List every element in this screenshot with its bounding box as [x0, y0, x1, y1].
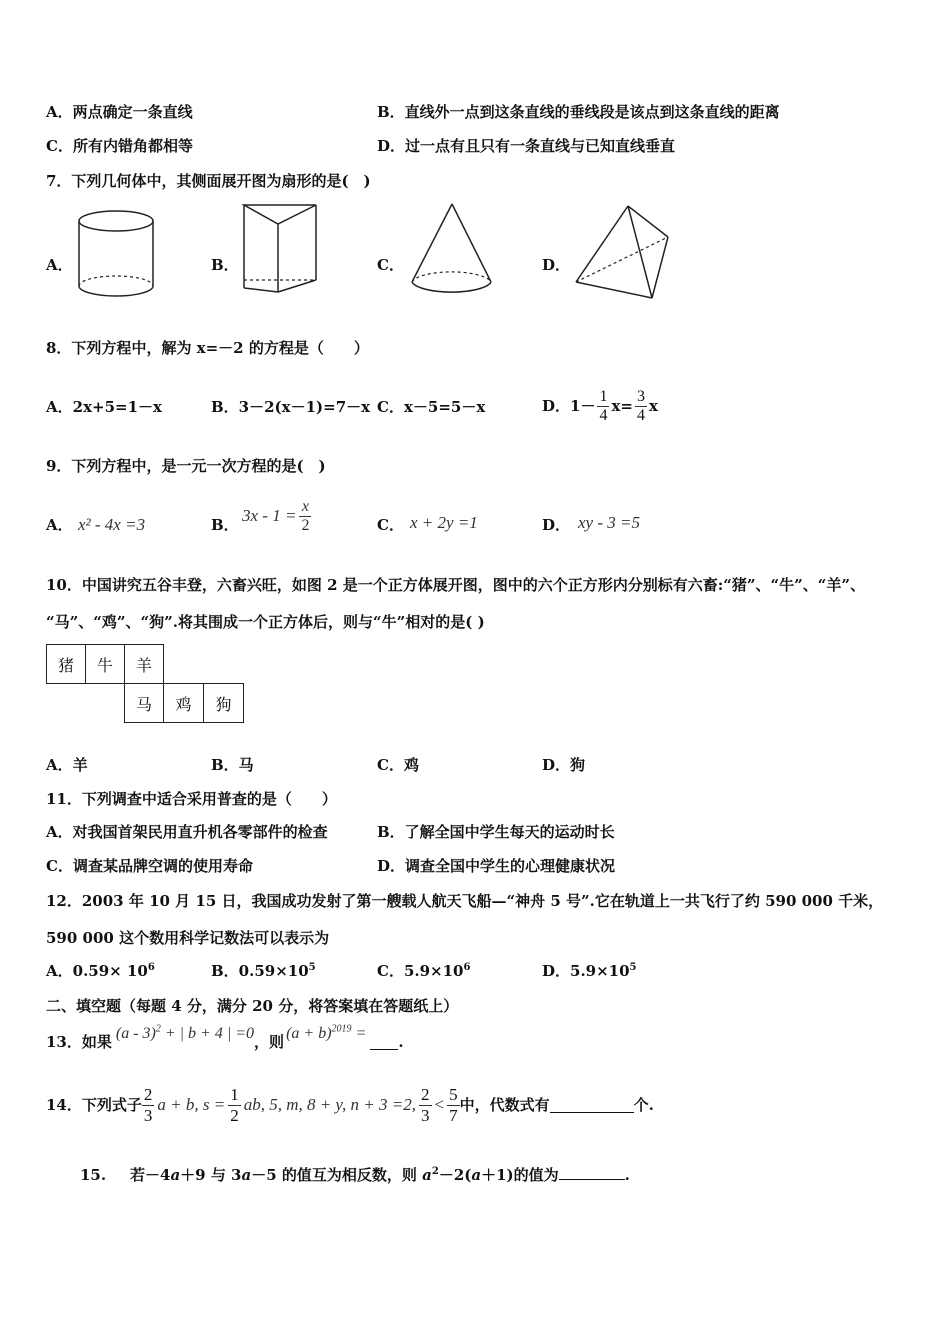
net-cell-pig: 猪 [46, 644, 86, 684]
net-cell-sheep: 羊 [124, 644, 164, 684]
q7-stem: 7．下列几何体中，其侧面展开图为扇形的是( ) [46, 172, 371, 190]
q8-d-suffix: x [648, 397, 658, 415]
q9-label-a: A． [46, 516, 73, 534]
q9-option-c-expr: x + 2y =1 [410, 513, 478, 532]
net-cell-horse: 马 [124, 683, 164, 723]
q14-f1-num: 2 [143, 1084, 153, 1104]
q14-f4-den: 7 [449, 1105, 458, 1125]
q8-option-a: A．2x+5=1－x [46, 398, 162, 416]
q15-number: 15. [80, 1166, 107, 1184]
q9-b-fraction [299, 498, 311, 535]
q8-d-mid: x= [611, 397, 633, 415]
pyramid-figure [568, 200, 678, 302]
q7-label-a: A． [46, 256, 73, 274]
q14-f1-den: 3 [143, 1105, 153, 1125]
q7-label-b: B． [211, 256, 239, 274]
q14-f3-den: 3 [421, 1105, 430, 1125]
triangular-prism-figure [238, 200, 323, 302]
q10-option-b: B．马 [211, 756, 254, 774]
q8-option-b: B．3－2(x－1)=7－x [211, 398, 371, 416]
q10-stem-line1: 10．中国讲究五谷丰登，六畜兴旺，如图 2 是一个正方体展开图，图中的六个正方形内分别标有六畜:“猪”、“牛”、“羊”、 [46, 576, 866, 594]
q11-stem: 11．下列调查中适合采用普查的是（ ） [46, 790, 337, 808]
q8-option-c: C．x－5=5－x [377, 398, 486, 416]
q8-stem: 8．下列方程中，解为 x=－2 的方程是（ ） [46, 339, 369, 357]
q14-frac-4 [447, 1085, 460, 1126]
q9-b-num: x [299, 498, 311, 517]
q13-expr1 [116, 1024, 254, 1044]
q14-frac-1 [142, 1085, 155, 1126]
q12-b-exp: 5 [308, 962, 316, 973]
q8-d-fraction-1 [597, 388, 609, 425]
q10-option-c: C．鸡 [377, 756, 419, 774]
q12-d-text: D．5.9×10 [542, 962, 630, 980]
q14-end: 个. [633, 1096, 654, 1114]
net-cell-chicken: 鸡 [163, 683, 204, 723]
q13-exp2: 2019 [331, 1023, 352, 1035]
q15-var-a1: a [170, 1166, 181, 1184]
q9-option-d-expr: xy - 3 =5 [578, 513, 640, 532]
section-2-heading: 二、填空题（每题 4 分，满分 20 分，将答案填在答题纸上） [46, 997, 459, 1015]
q9-b-left: 3x - 1 = [242, 506, 297, 525]
q8-d-prefix: D．1－ [542, 397, 596, 415]
q15-text3: －5 的值互为相反数，则 [251, 1166, 417, 1184]
q6-option-d: D．过一点有且只有一条直线与已知直线垂直 [377, 137, 676, 155]
q11-option-a: A．对我国首架民用直升机各零部件的检查 [46, 823, 328, 841]
q11-option-b: B．了解全国中学生每天的运动时长 [377, 823, 615, 841]
q9-b-den: 2 [301, 516, 310, 534]
q13-expr2-b: = [351, 1025, 367, 1042]
q15-var-a3: a [422, 1166, 432, 1184]
q15-text [130, 1165, 630, 1185]
q13-expr1-a: (a - 3) [115, 1025, 156, 1042]
q15-end: . [624, 1166, 630, 1184]
q12-option-b [211, 961, 316, 981]
q8-d-frac2-num: 3 [636, 387, 645, 405]
q7-label-c: C． [377, 256, 404, 274]
q13-expr2 [286, 1024, 366, 1044]
q15-answer-blank[interactable] [559, 1165, 625, 1180]
q13 [46, 1024, 404, 1060]
q10-option-d: D．狗 [542, 756, 586, 774]
q6-option-c: C．所有内错角都相等 [46, 137, 193, 155]
q9-label-b: B． [211, 516, 239, 534]
q8-d-fraction-2 [635, 388, 647, 425]
q11-option-d: D．调查全国中学生的心理健康状况 [377, 857, 616, 875]
q14-answer-blank[interactable] [550, 1098, 634, 1113]
q14-f4-num: 5 [449, 1084, 458, 1104]
q12-option-c [377, 961, 470, 981]
q14-f2-den: 2 [230, 1105, 239, 1125]
q14-seg2: ab, 5, m, 8 + y, n + 3 =2, [243, 1095, 416, 1114]
q15-text4: －2( [438, 1166, 472, 1184]
q13-exp1: 2 [155, 1023, 161, 1035]
q15-text2: ＋9 与 3 [180, 1166, 242, 1184]
q8-option-d [542, 376, 658, 436]
q13-expr1-b: + | b + 4 | =0 [160, 1025, 255, 1042]
q12-a-text: A．0.59× 10 [46, 962, 148, 980]
q11-option-c: C．调查某品牌空调的使用寿命 [46, 857, 253, 875]
q13-answer-blank[interactable] [370, 1035, 398, 1050]
q13-mid: ，则 [254, 1033, 285, 1051]
q9-label-c: C． [377, 516, 404, 534]
q8-d-frac1-den: 4 [599, 406, 608, 424]
q15-text5: ＋1)的值为 [481, 1166, 559, 1184]
q15-var-a4: a [471, 1166, 482, 1184]
q14-frac-2 [228, 1085, 241, 1126]
q14-f3-num: 2 [421, 1084, 430, 1104]
net-cell-dog: 狗 [203, 683, 244, 723]
q12-stem-line1: 12．2003 年 10 月 15 日，我国成功发射了第一艘载人航天飞船—“神舟 5 号”.它在轨道上一共飞行了约 590 000 千米， [46, 892, 884, 910]
q12-d-exp: 5 [629, 962, 637, 973]
q13-prefix: 13．如果 [46, 1033, 112, 1051]
q14-seg1: a + b, s = [157, 1095, 226, 1114]
net-cell-ox: 牛 [85, 644, 125, 684]
q15-square: 2 [431, 1166, 439, 1177]
q10-stem-line2: “马”、“鸡”、“狗”.将其围成一个正方体后，则与“牛”相对的是( ) [46, 613, 485, 631]
q13-expr2-a: (a + b) [286, 1025, 332, 1042]
q8-d-frac2-den: 4 [636, 406, 645, 424]
q6-option-a: A．两点确定一条直线 [46, 103, 193, 121]
q12-a-exp: 6 [147, 962, 155, 973]
q12-b-text: B．0.59×10 [211, 962, 309, 980]
q10-option-a: A．羊 [46, 756, 88, 774]
cylinder-figure [72, 204, 162, 304]
q9-option-a-expr: x² - 4x =3 [78, 515, 146, 534]
q14 [46, 1080, 654, 1130]
q9-option-b-expr [242, 494, 311, 538]
q13-end: . [398, 1033, 404, 1051]
q9-label-d: D． [542, 516, 571, 534]
q7-label-d: D． [542, 256, 571, 274]
q12-option-d [542, 961, 637, 981]
q14-prefix: 14．下列式子 [46, 1096, 142, 1114]
q14-f2-num: 1 [230, 1084, 239, 1104]
q14-frac-3 [419, 1085, 432, 1126]
q15-text1: 若－4 [130, 1166, 171, 1184]
q14-mid: 中，代数式有 [459, 1096, 550, 1114]
q9-stem: 9．下列方程中，是一元一次方程的是( ) [46, 457, 326, 475]
q14-seg3: < [434, 1095, 445, 1114]
q12-c-text: C．5.9×10 [377, 962, 464, 980]
q6-option-b: B．直线外一点到这条直线的垂线段是该点到这条直线的距离 [377, 103, 780, 121]
q12-c-exp: 6 [463, 962, 471, 973]
q15-var-a2: a [241, 1166, 252, 1184]
q12-option-a [46, 961, 155, 981]
q12-stem-line2: 590 000 这个数用科学记数法可以表示为 [46, 929, 330, 947]
q8-d-frac1-num: 1 [599, 387, 608, 405]
cone-figure [404, 200, 499, 300]
